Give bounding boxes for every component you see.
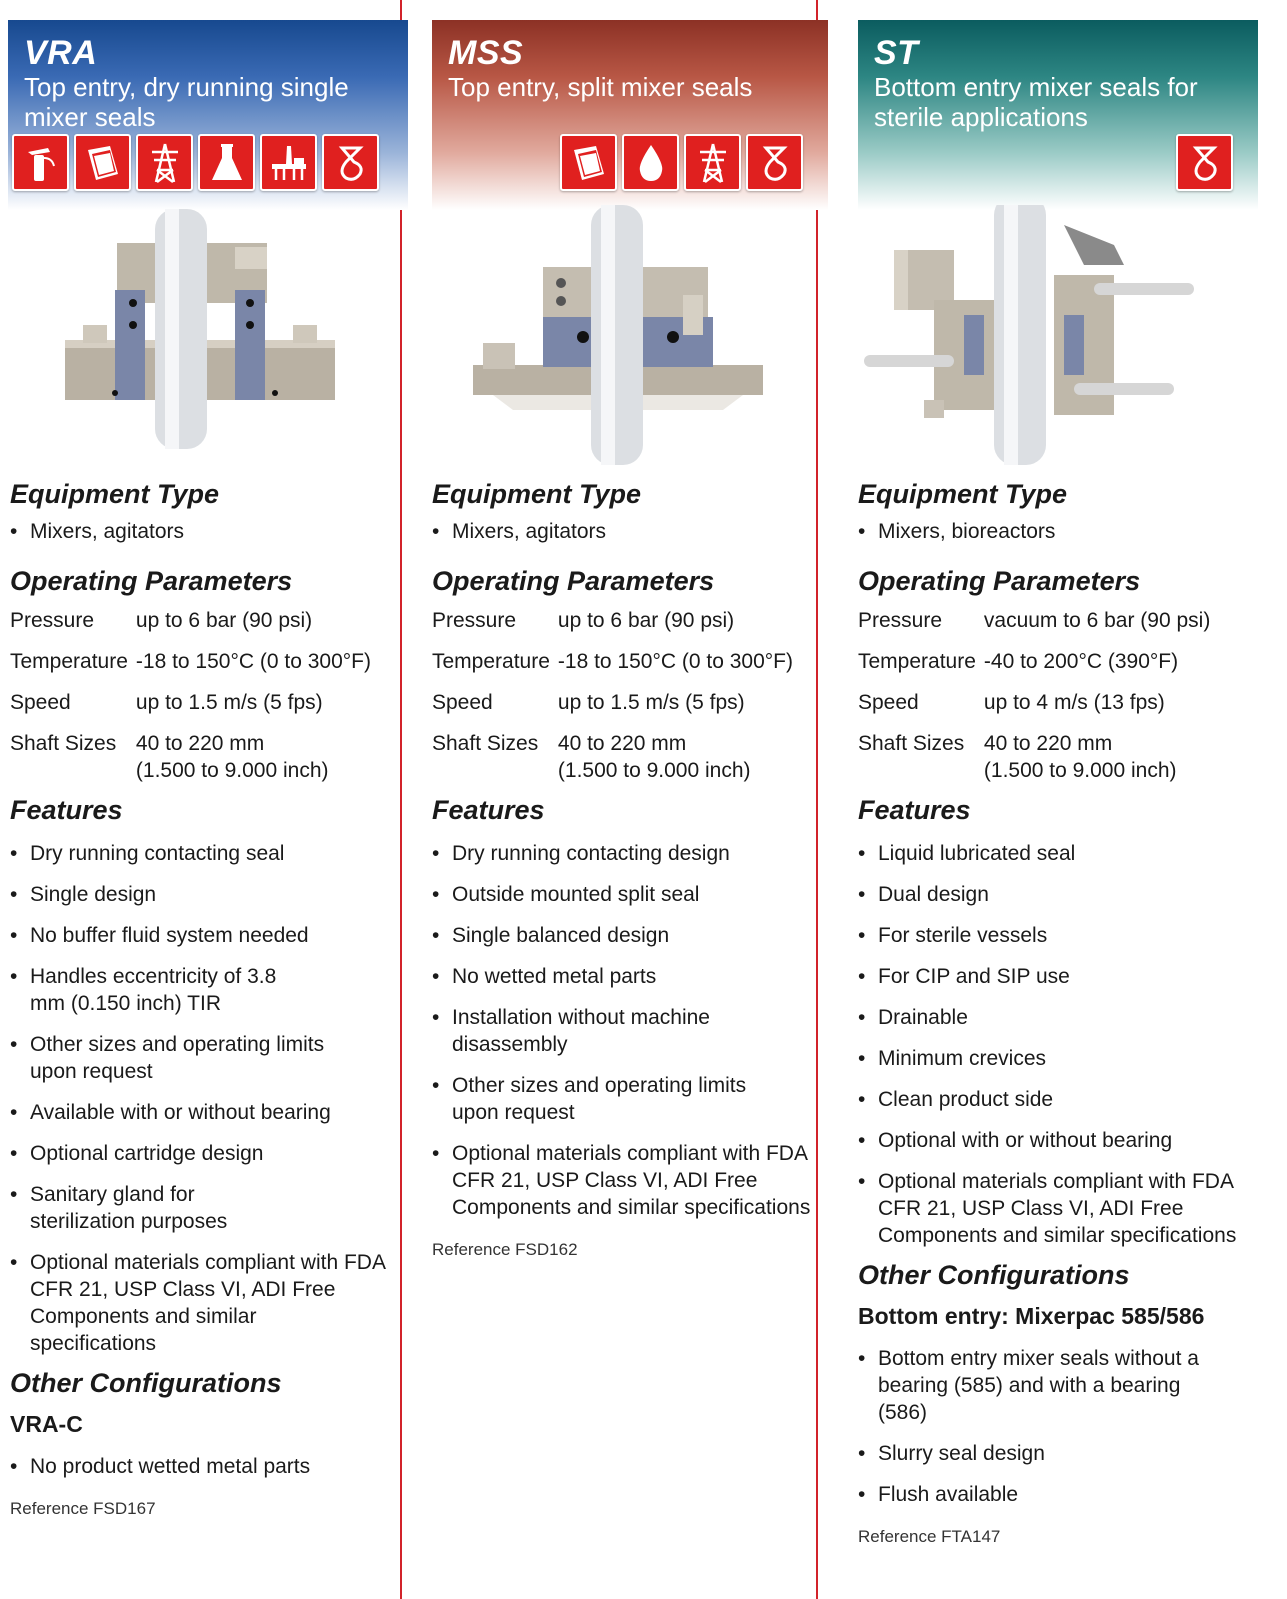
- paper-stack-icon: [74, 134, 131, 191]
- section-heading-features: Features: [10, 795, 123, 825]
- param-value: up to 4 m/s (13 fps): [983, 691, 1165, 714]
- product-subtitle: Top entry, split mixer seals: [448, 72, 753, 102]
- product-header: [8, 20, 408, 210]
- param-value: up to 6 bar (90 psi): [557, 609, 735, 632]
- param-row: [858, 730, 1210, 798]
- list-item: • Dry running contacting seal: [10, 840, 405, 867]
- param-label: Speed: [858, 691, 919, 714]
- parameters-table: [10, 607, 371, 798]
- parameters-table: [858, 607, 1210, 798]
- param-row: [858, 648, 1210, 689]
- product-subtitle: Top entry, dry running single mixer seals: [24, 72, 349, 132]
- param-value: -18 to 150°C (0 to 300°F): [135, 650, 371, 673]
- param-value: 40 to 220 mm (1.500 to 9.000 inch): [557, 732, 751, 782]
- product-code: ST: [874, 34, 919, 72]
- list-item: • Optional cartridge design: [10, 1140, 405, 1167]
- param-value: 40 to 220 mm (1.500 to 9.000 inch): [983, 732, 1177, 782]
- features-list: [858, 840, 1278, 1249]
- equipment-list: [858, 518, 1278, 545]
- param-label: Pressure: [432, 609, 517, 632]
- product-subtitle: Bottom entry mixer seals for sterile applications: [874, 72, 1198, 132]
- section-heading-other-configurations: Other Configurations: [10, 1368, 282, 1398]
- list-item: • Dual design: [858, 881, 1278, 908]
- list-item: • Mixers, agitators: [432, 518, 832, 545]
- features-list: [10, 840, 405, 1357]
- other-configuration-list: [858, 1345, 1278, 1508]
- hook-icon: [746, 134, 803, 191]
- list-item: • Optional with or without bearing: [858, 1127, 1278, 1154]
- product-code: MSS: [448, 34, 524, 72]
- list-item: • Mixers, agitators: [10, 518, 405, 545]
- list-item: • Other sizes and operating limits upon request: [10, 1031, 405, 1085]
- param-label: Shaft Sizes: [858, 732, 965, 755]
- param-row: [432, 689, 793, 730]
- product-header: [858, 20, 1258, 210]
- hook-icon: [1176, 134, 1233, 191]
- industry-icons: [1176, 134, 1233, 192]
- other-configuration-name: VRA-C: [10, 1411, 83, 1437]
- other-configuration-list: [10, 1453, 405, 1480]
- param-label: Shaft Sizes: [432, 732, 539, 755]
- list-item: • Sanitary gland for sterilization purposes: [10, 1181, 405, 1235]
- param-value: up to 1.5 m/s (5 fps): [557, 691, 745, 714]
- param-value: up to 6 bar (90 psi): [135, 609, 313, 632]
- list-item: • Available with or without bearing: [10, 1099, 405, 1126]
- reference-code: Reference FSD167: [10, 1499, 156, 1518]
- param-label: Pressure: [10, 609, 95, 632]
- param-label: Pressure: [858, 609, 943, 632]
- product-details: [432, 478, 832, 1261]
- list-item: • Liquid lubricated seal: [858, 840, 1278, 867]
- section-heading-equipment: Equipment Type: [10, 479, 220, 509]
- list-item: • Drainable: [858, 1004, 1278, 1031]
- seal-cross-section-illustration: [55, 205, 345, 470]
- param-label: Shaft Sizes: [10, 732, 117, 755]
- seal-cross-section-illustration: [864, 205, 1194, 470]
- param-label: Speed: [432, 691, 493, 714]
- product-column-st: [834, 0, 1287, 1599]
- list-item: • Handles eccentricity of 3.8 mm (0.150 inch) TIR: [10, 963, 405, 1017]
- param-row: [10, 730, 371, 798]
- list-item: • Flush available: [858, 1481, 1278, 1508]
- list-item: • Single design: [10, 881, 405, 908]
- list-item: • Optional materials compliant with FDA CFR 21, USP Class VI, ADI Free Components and similar specifications: [432, 1140, 832, 1221]
- param-row: [858, 607, 1210, 648]
- param-row: [432, 607, 793, 648]
- list-item: • For CIP and SIP use: [858, 963, 1278, 990]
- section-heading-features: Features: [432, 795, 545, 825]
- equipment-list: [10, 518, 405, 545]
- param-value: -40 to 200°C (390°F): [983, 650, 1179, 673]
- param-label: Temperature: [432, 650, 550, 673]
- param-row: [858, 689, 1210, 730]
- param-label: Temperature: [858, 650, 976, 673]
- reference-code: Reference FTA147: [858, 1527, 1001, 1546]
- section-heading-equipment: Equipment Type: [432, 479, 642, 509]
- list-item: • Mixers, bioreactors: [858, 518, 1278, 545]
- power-tower-icon: [136, 134, 193, 191]
- list-item: • Optional materials compliant with FDA CFR 21, USP Class VI, ADI Free Components and similar specifications: [10, 1249, 405, 1357]
- product-details: [858, 478, 1278, 1548]
- list-item: • Installation without machine disassembly: [432, 1004, 832, 1058]
- section-heading-parameters: Operating Parameters: [858, 566, 1141, 596]
- list-item: • No product wetted metal parts: [10, 1453, 405, 1480]
- param-row: [10, 607, 371, 648]
- list-item: • Optional materials compliant with FDA CFR 21, USP Class VI, ADI Free Components and similar specifications: [858, 1168, 1278, 1249]
- reference-code: Reference FSD162: [432, 1240, 578, 1259]
- section-heading-features: Features: [858, 795, 971, 825]
- param-row: [432, 648, 793, 689]
- param-row: [10, 648, 371, 689]
- industry-icons: [12, 134, 379, 192]
- industry-icons: [560, 134, 803, 192]
- seal-cross-section-illustration: [473, 205, 763, 470]
- list-item: • Minimum crevices: [858, 1045, 1278, 1072]
- hook-icon: [322, 134, 379, 191]
- param-value: -18 to 150°C (0 to 300°F): [557, 650, 793, 673]
- list-item: • Bottom entry mixer seals without a bearing (585) and with a bearing (586): [858, 1345, 1278, 1426]
- param-row: [432, 730, 793, 798]
- param-row: [10, 689, 371, 730]
- product-header: [432, 20, 828, 210]
- list-item: • For sterile vessels: [858, 922, 1278, 949]
- list-item: • No buffer fluid system needed: [10, 922, 405, 949]
- product-column-vra: [0, 0, 408, 1599]
- other-configuration-name: Bottom entry: Mixerpac 585/586: [858, 1303, 1205, 1329]
- param-label: Temperature: [10, 650, 128, 673]
- param-value: vacuum to 6 bar (90 psi): [983, 609, 1211, 632]
- power-tower-icon: [684, 134, 741, 191]
- section-heading-equipment: Equipment Type: [858, 479, 1068, 509]
- list-item: • Other sizes and operating limits upon request: [432, 1072, 832, 1126]
- product-code: VRA: [24, 34, 98, 72]
- section-heading-parameters: Operating Parameters: [10, 566, 293, 596]
- list-item: • Dry running contacting design: [432, 840, 832, 867]
- flask-icon: [198, 134, 255, 191]
- fire-extinguisher-icon: [12, 134, 69, 191]
- oil-platform-icon: [260, 134, 317, 191]
- param-value: 40 to 220 mm (1.500 to 9.000 inch): [135, 732, 329, 782]
- list-item: • Slurry seal design: [858, 1440, 1278, 1467]
- equipment-list: [432, 518, 832, 545]
- paper-stack-icon: [560, 134, 617, 191]
- param-label: Speed: [10, 691, 71, 714]
- section-heading-parameters: Operating Parameters: [432, 566, 715, 596]
- section-heading-other-configurations: Other Configurations: [858, 1260, 1130, 1290]
- product-column-mss: [408, 0, 834, 1599]
- product-details: [10, 478, 405, 1520]
- list-item: • Single balanced design: [432, 922, 832, 949]
- parameters-table: [432, 607, 793, 798]
- list-item: • No wetted metal parts: [432, 963, 832, 990]
- features-list: [432, 840, 832, 1221]
- list-item: • Clean product side: [858, 1086, 1278, 1113]
- list-item: • Outside mounted split seal: [432, 881, 832, 908]
- water-drop-icon: [622, 134, 679, 191]
- param-value: up to 1.5 m/s (5 fps): [135, 691, 323, 714]
